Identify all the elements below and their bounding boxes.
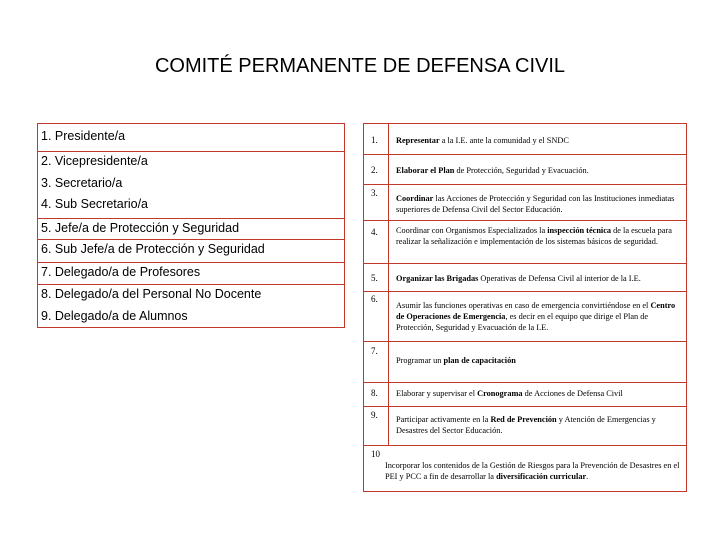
role-item: 1. Presidente/a bbox=[41, 129, 126, 143]
roles-table bbox=[37, 123, 345, 328]
role-item: 5. Jefe/a de Protección y Seguridad bbox=[38, 218, 344, 235]
function-row bbox=[364, 124, 686, 154]
function-number: 10 bbox=[371, 449, 380, 459]
function-text: Organizar las Brigadas Operativas de Defensa Civil al interior de la I.E. bbox=[396, 274, 641, 283]
function-number: 2. bbox=[371, 165, 378, 175]
function-row bbox=[364, 263, 686, 291]
function-row bbox=[364, 341, 686, 382]
function-row bbox=[364, 406, 686, 445]
function-text: Representar a la I.E. ante la comunidad y el SNDC bbox=[396, 136, 569, 145]
function-number: 8. bbox=[371, 388, 378, 398]
function-row bbox=[364, 184, 686, 220]
role-item: 2. Vicepresidente/a bbox=[38, 151, 344, 168]
function-text: Coordinar con Organismos Especializados la inspección técnica de la escuela para realizar la señalización e implementación de los sistemas básicos de seguridad. bbox=[396, 226, 672, 246]
function-number: 3. bbox=[371, 188, 378, 198]
functions-table bbox=[363, 123, 687, 492]
function-number: 7. bbox=[371, 346, 378, 356]
role-item: 7. Delegado/a de Profesores bbox=[38, 262, 344, 279]
role-item: 4. Sub Secretario/a bbox=[41, 197, 149, 211]
role-item: 3. Secretario/a bbox=[41, 176, 123, 190]
function-row bbox=[364, 382, 686, 406]
function-number: 1. bbox=[371, 135, 378, 145]
role-item: 8. Delegado/a del Personal No Docente bbox=[38, 284, 344, 301]
function-text: Incorporar los contenidos de la Gestión de Riesgos para la Prevención de Desastres en el PEI y PCC a fin de desarrollar la diversificación curricular. bbox=[385, 461, 680, 481]
function-text: Participar activamente en la Red de Prevención y Atención de Emergencias y Desastres del Sector Educación. bbox=[396, 415, 656, 435]
function-row bbox=[364, 220, 686, 263]
function-number: 6. bbox=[371, 294, 378, 304]
function-text: Asumir las funciones operativas en caso de emergencia convirtiéndose en el Centro de Operaciones de Emergencia, es decir en el equipo que dirige el Plan de Protección, Seguridad y Evacuación de la I.E. bbox=[396, 301, 676, 332]
function-text: Elaborar el Plan de Protección, Seguridad y Evacuación. bbox=[396, 166, 589, 175]
role-item: 9. Delegado/a de Alumnos bbox=[41, 309, 188, 323]
function-text: Programar un plan de capacitación bbox=[396, 356, 516, 365]
function-text: Coordinar las Acciones de Protección y Seguridad con las Instituciones inmediatas superiores de Defensa Civil del Sector Educación. bbox=[396, 194, 675, 214]
function-text: Elaborar y supervisar el Cronograma de Acciones de Defensa Civil bbox=[396, 389, 623, 398]
function-number: 9. bbox=[371, 410, 378, 420]
function-row bbox=[364, 291, 686, 341]
function-row bbox=[364, 154, 686, 184]
page-title: COMITÉ PERMANENTE DE DEFENSA CIVIL bbox=[154, 55, 566, 77]
function-number: 5. bbox=[371, 273, 378, 283]
function-row bbox=[364, 445, 686, 491]
role-item: 6. Sub Jefe/a de Protección y Seguridad bbox=[38, 239, 344, 256]
function-number: 4. bbox=[371, 227, 378, 237]
